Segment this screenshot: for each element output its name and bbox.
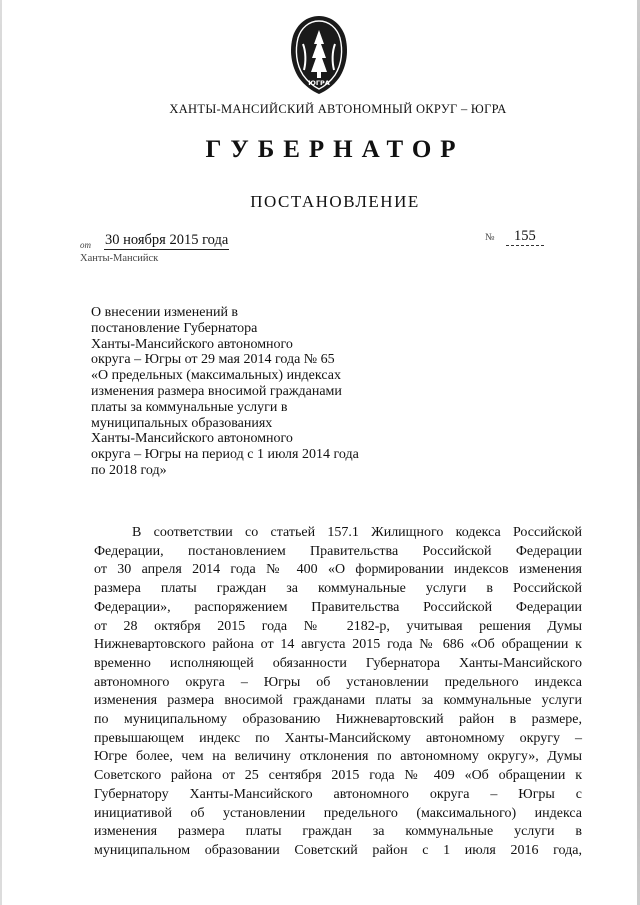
body-line: В соответствии со статьей 157.1 Жилищного кодекса Российской	[132, 525, 582, 540]
body-line: Советского района от 25 сентября 2015 года № 409 «Об обращении к	[94, 768, 582, 784]
subject-line: округа – Югры на период с 1 июля 2014 года	[91, 447, 359, 463]
subject-line: постановление Губернатора	[91, 320, 258, 336]
document-number: 155	[506, 228, 544, 246]
subject-line: О внесении изменений в	[91, 305, 239, 320]
body-line: Федерации», распоряжением Правительства Российской Федерации	[94, 599, 582, 615]
date-prefix: от	[80, 240, 91, 250]
city-name: Ханты-Мансийск	[80, 253, 159, 264]
subject-line: Ханты-Мансийского автономного	[91, 336, 293, 352]
region-name: ХАНТЫ-МАНСИЙСКИЙ АВТОНОМНЫЙ ОКРУГ – ЮГРА	[169, 102, 507, 116]
document-date: 30 ноября 2015 года	[105, 232, 229, 248]
body-line: от 30 апреля 2014 года № 400 «О формировании индексов изменения	[94, 562, 582, 578]
body-line: Нижневартовского района от 14 августа 2015 года № 686 «Об обращении к	[94, 637, 582, 653]
body-line: изменения размера вносимой гражданами платы за коммунальные услуги	[94, 693, 582, 709]
subject-line: Ханты-Мансийского автономного	[91, 431, 293, 447]
document-subject	[91, 305, 401, 479]
body-line: от 28 октября 2015 года № 2182-р, учитывая решения Думы	[94, 618, 582, 634]
governor-title: ГУБЕРНАТОР	[205, 136, 465, 163]
subject-line: «О предельных (максимальных) индексах	[91, 368, 341, 384]
body-line: автономного округа – Югры об установлении предельного индекса	[94, 674, 582, 690]
coat-of-arms-icon	[287, 14, 351, 96]
body-line: превышающем индекс по Ханты-Мансийскому автономному округу –	[94, 730, 582, 746]
body-line: по муниципальному образованию Нижневартовский район в размере,	[94, 712, 582, 728]
body-line: изменения размера платы граждан за коммунальные услуги в	[94, 824, 582, 840]
body-line: инициативой об установлении предельного (максимального) индекса	[94, 805, 582, 821]
body-line: размера платы граждан за коммунальные услуги в Российской	[94, 581, 582, 597]
subject-line: изменения размера вносимой гражданами	[91, 383, 342, 399]
svg-text:ЮГРА: ЮГРА	[308, 79, 330, 87]
body-line: Губернатору Ханты-Мансийского автономного округа – Югры с	[94, 786, 582, 802]
subject-line: по 2018 год»	[91, 462, 167, 478]
body-line: Федерации, постановлением Правительства Российской Федерации	[94, 543, 582, 559]
body-line: временно исполняющей обязанности Губернатора Ханты-Мансийского	[94, 655, 582, 671]
number-label: №	[485, 232, 495, 243]
document-type: ПОСТАНОВЛЕНИЕ	[250, 192, 420, 211]
body-line: муниципальном образовании Советский район с 1 июля 2016 года,	[94, 842, 582, 858]
body-line: Югре более, чем на величину отклонения по автономному округу», Думы	[94, 749, 582, 765]
subject-line: платы за коммунальные услуги в	[91, 399, 288, 415]
document-body	[94, 524, 582, 861]
subject-line: муниципальных образованиях	[91, 415, 273, 431]
subject-line: округа – Югры от 29 мая 2014 года № 65	[91, 352, 335, 368]
